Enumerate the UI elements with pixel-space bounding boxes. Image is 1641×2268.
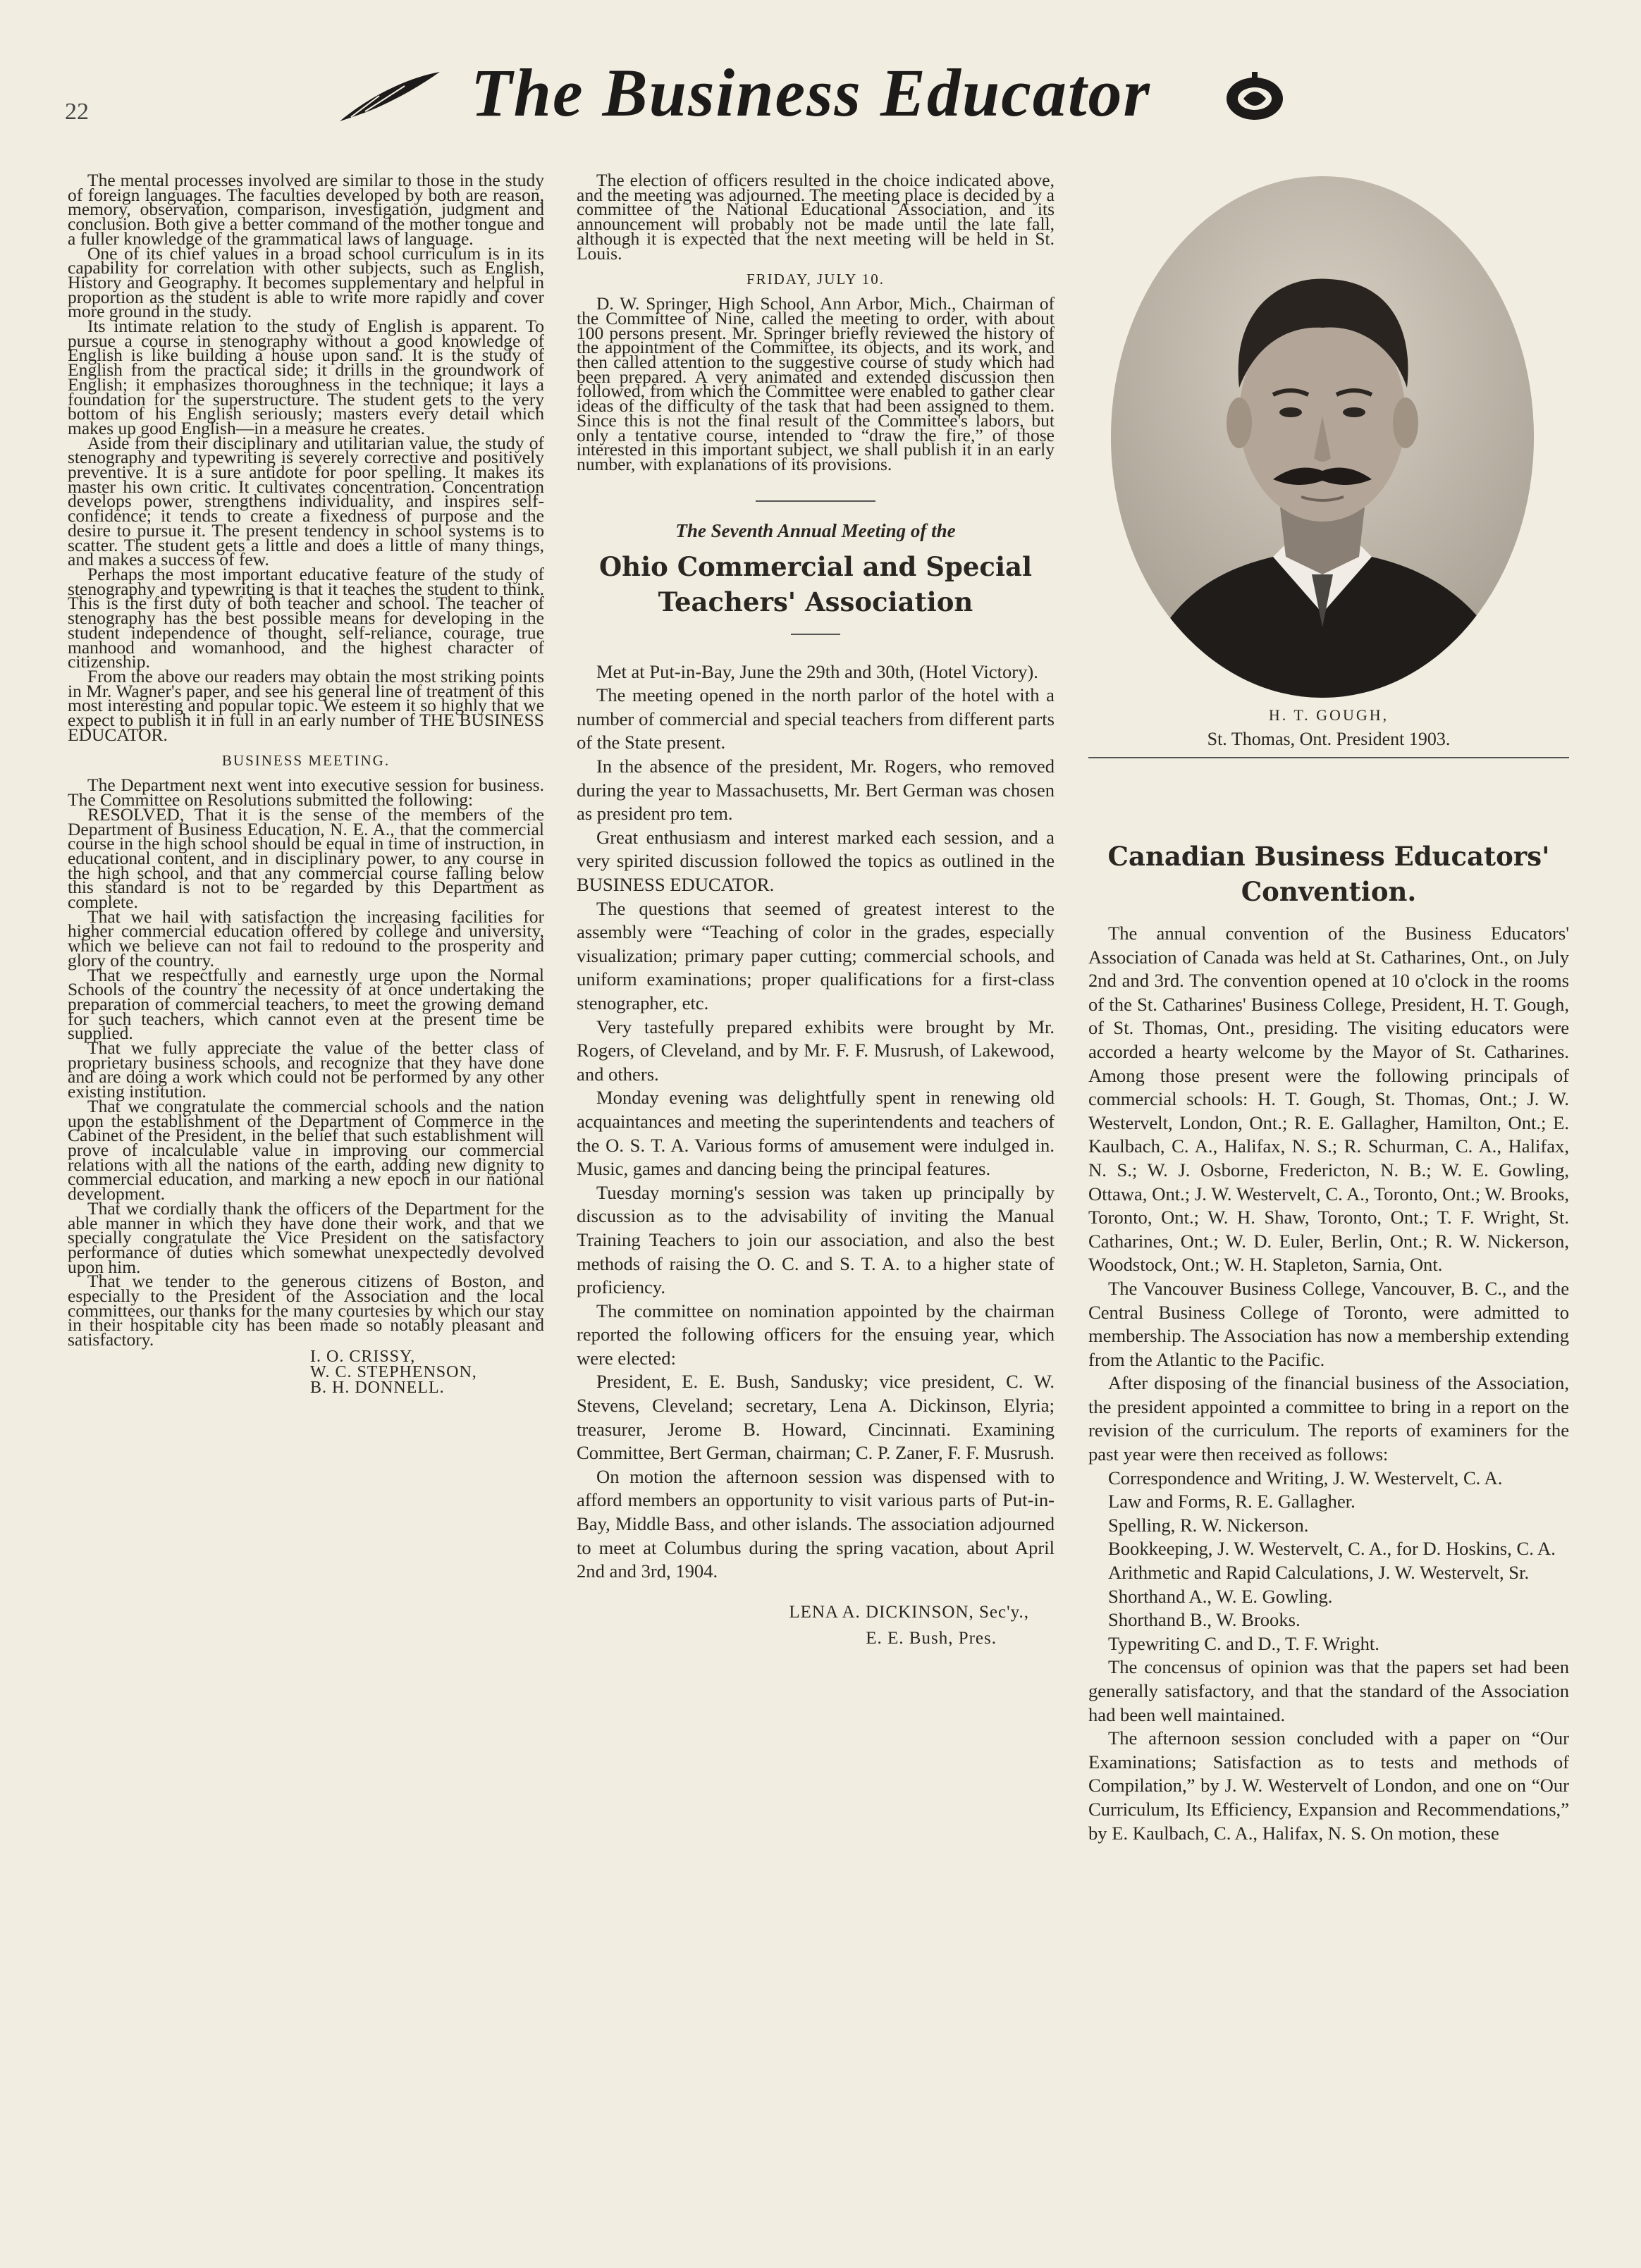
portrait-photo xyxy=(1111,176,1534,698)
portrait-caption-detail: St. Thomas, Ont. President 1903. xyxy=(1207,729,1451,749)
business-meeting-heading: BUSINESS MEETING. xyxy=(221,752,391,770)
signer-name: W. C. STEPHENSON, xyxy=(310,1362,477,1381)
portrait-caption-name: H. T. GOUGH, xyxy=(1268,706,1389,724)
paragraph: President, E. E. Bush, Sandusky; vice president, C. W. Stevens, Cleveland; secretary, Lena A. Dickinson, Elyria; treasurer, Jerome B. Howard, Cincinnati. Examining Committee, Bert German, chairman; C. P. Zaner, F. F. Musrush. xyxy=(577,1371,1055,1464)
paragraph: The annual convention of the Business Educators' Association of Canada was held at St. Catharines, Ont., on July 2nd and 3rd. The convention opened at 10 o'clock in the rooms of the St. Catharines' Business College, President, H. T. Gough, of St. Thomas, Ont., presiding. The visiting educators were accorded a hearty welcome by the Mayor of St. Catharines. Among those present were the following principals of commercial schools: H. T. Gough, St. Thomas, Ont.; J. W. Westervelt, London, Ont.; R. E. Gallagher, Hamilton, Ont.; E. Kaulbach, C. A., Halifax, N. S.; R. Schurman, C. A., Halifax, N. S.; W. J. Osborne, Fredericton, N. B.; W. E. Gowling, Ottawa, Ont.; J. W. Westervelt, C. A., Toronto, Ont.; W. Brooks, Toronto, Ont.; W. H. Shaw, Toronto, Ont.; T. F. Wright, St. Catharines, Ont.; W. D. Euler, Berlin, Ont.; R. W. Nickerson, Woodstock, Ont.; W. H. Stapleton, Sarnia, Ont. xyxy=(1088,923,1569,1276)
column-right xyxy=(1088,839,1569,1845)
masthead-title: The Business Educator xyxy=(471,55,1151,130)
column-middle xyxy=(577,170,1055,1651)
resolution: RESOLVED, That it is the sense of the members of the Department of Business Education, N. E. A., that the commercial course in the high school should be equal in time of instruction, in educational content, and in disciplinary power, to any course in the high school, and that any commercial course falling below this standard is not to be regarded by this Department as complete. xyxy=(68,803,544,913)
paragraph: D. W. Springer, High School, Ann Arbor, Mich., Chairman of the Committee of Nine, called the meeting to order, with about 100 persons present. Mr. Springer briefly reviewed the history of the appointment of the Committee, its objects, and its work, and then called attention to the suggestive course of study which had been prepared. A very animated and extended discussion then followed, from which the Committee were enabled to gather clear ideas of the difficulty of the task that had been assigned to them. Since this is not the final result of the Committee's labors, but only a tentative course, intended to “draw the fire,” of those interested in this important subject, we shall publish it in an early number, with explanations of its provisions. xyxy=(577,293,1055,474)
resolution: That we congratulate the commercial schools and the nation upon the establishment of the Department of Commerce in the Cabinet of the President, in the belief that such establishment will prove of incalculable value in improving our commercial relations with all the nations of the earth, adding new dignity to commercial education, and marking a new epoch in our national development. xyxy=(68,1095,544,1204)
paragraph: From the above our readers may obtain the most striking points in Mr. Wagner's paper, and see his general line of treatment of this most interesting and popular topic. We esteem it so highly that we expect to publish it in full in an early number of THE BUSINESS EDUCATOR. xyxy=(68,665,544,745)
examiner-report: Shorthand B., W. Brooks. xyxy=(1108,1609,1301,1631)
paragraph: The mental processes involved are similar to those in the study of foreign languages. The faculties developed by both are reason, memory, observation, comparison, investigation, judgment and conclusion. Both give a better command of the mother tongue and a fuller knowledge of the grammatical laws of language. xyxy=(68,170,544,249)
signature-block xyxy=(577,1599,1055,1651)
quill-pen-icon xyxy=(337,68,443,125)
paragraph: On motion the afternoon session was dispensed with to afford members an opportunity to visit various parts of Put-in-Bay, Middle Bass, and other islands. The association adjourned to meet at Columbus during the spring vacation, about April 2nd and 3rd, 1904. xyxy=(577,1465,1055,1582)
column-left xyxy=(68,170,544,1397)
divider xyxy=(1088,757,1569,758)
resolution: That we tender to the generous citizens of Boston, and especially to the President of the Association and the local committees, our thanks for the many courtesies by which our stay in their hospitable city has been made so notably pleasant and satisfactory. xyxy=(68,1271,544,1350)
paragraph: After disposing of the financial business of the Association, the president appointed a committee to bring in a report on the revision of the curriculum. The reports of examiners for the past year were then received as follows: xyxy=(1088,1372,1569,1465)
paragraph: One of its chief values in a broad school curriculum is in its capability for correlation with other subjects, such as English, History and Geography. It becomes supplementary and helpful in proportion as the student is able to write more rapidly and cover more ground in the study. xyxy=(68,242,544,322)
paragraph: The meeting opened in the north parlor of the hotel with a number of commercial and special teachers from different parts of the State present. xyxy=(577,684,1055,753)
paragraph: The election of officers resulted in the choice indicated above, and the meeting was adjourned. The meeting place is decided by a committee of the National Educational Association, and its announcement will probably not be made until the late fall, although it is expected that the next meeting will be held in St. Louis. xyxy=(577,170,1055,264)
examiner-report: Typewriting C. and D., T. F. Wright. xyxy=(1108,1632,1379,1654)
friday-heading: FRIDAY, JULY 10. xyxy=(746,271,885,288)
divider xyxy=(756,500,875,502)
examiner-report: Correspondence and Writing, J. W. Westervelt, C. A. xyxy=(1108,1467,1503,1489)
resolution: That we cordially thank the officers of the Department for the able manner in which they have done their work, and that we specially congratulate the Vice President on the satisfactory performance of duties which somewhat unexpectedly devolved upon him. xyxy=(68,1197,544,1277)
examiner-report: Arithmetic and Rapid Calculations, J. W. Westervelt, Sr. xyxy=(1108,1562,1530,1584)
examiner-report: Bookkeeping, J. W. Westervelt, C. A., for D. Hoskins, C. A. xyxy=(1108,1538,1556,1560)
secretary-signature: LENA A. DICKINSON, Sec'y., xyxy=(789,1602,1029,1622)
paragraph: In the absence of the president, Mr. Rogers, who removed during the year to Massachusetts, Mr. Bert German was chosen as president pro tem. xyxy=(577,756,1055,825)
signer-name: B. H. DONNELL. xyxy=(310,1378,445,1397)
examiner-report: Shorthand A., W. E. Gowling. xyxy=(1108,1585,1333,1607)
signer-name: I. O. CRISSY, xyxy=(310,1347,416,1366)
paragraph: Very tastefully prepared exhibits were brought by Mr. Rogers, of Cleveland, and by Mr. F. F. Musrush, of Lakewood, and others. xyxy=(577,1016,1055,1085)
paragraph: Great enthusiasm and interest marked each session, and a very spirited discussion followed the topics as outlined in the BUSINESS EDUCATOR. xyxy=(577,826,1055,895)
paragraph: Tuesday morning's session was taken up principally by discussion as to the advisability of inviting the Manual Training Teachers to join our association, and also the best methods of raising the O. C. and S. T. A. to a higher state of proficiency. xyxy=(577,1181,1055,1298)
examiner-report: Spelling, R. W. Nickerson. xyxy=(1108,1514,1309,1536)
paragraph: The Department next went into executive session for business. The Committee on Resolutions submitted the following: xyxy=(68,775,544,811)
paragraph: The committee on nomination appointed by the chairman reported the following officers for the ensuing year, which were elected: xyxy=(577,1300,1055,1369)
examiner-report: Law and Forms, R. E. Gallagher. xyxy=(1108,1491,1356,1512)
paragraph: The afternoon session concluded with a paper on “Our Examinations; Satisfaction as to tests and methods of Compilation,” by J. W. Westervelt of London, and one on “Our Curriculum, Its Efficiency, Expansion and Recommendations,” by E. Kaulbach, C. A., Halifax, N. S. On motion, these xyxy=(1088,1727,1569,1844)
canadian-heading: Canadian Business Educators' Convention. xyxy=(1107,841,1550,907)
paragraph: The Vancouver Business College, Vancouver, B. C., and the Central Business College of Toronto, were admitted to membership. The Association has now a membership extending from the Atlantic to the Pacific. xyxy=(1088,1277,1569,1370)
paragraph: Met at Put-in-Bay, June the 29th and 30th, (Hotel Victory). xyxy=(596,660,1038,682)
paragraph: Perhaps the most important educative feature of the study of stenography and typewriting is that it teaches the student to think. This is the first duty of both teacher and school. The teacher of stenography has the best possible means for developing in the student independence of thought, self-reliance, courage, true manhood and womanhood, and the highest character of citizenship. xyxy=(68,563,544,672)
paragraph: Its intimate relation to the study of English is apparent. To pursue a course in stenography without a good knowledge of English is like building a house upon sand. It is the study of English from the practical side; it drills in the groundwork of English; it emphasizes thoroughness in the technique; it lays a foundation for the superstructure. The student gets to the very bottom of his English seriously; masters every detail which makes up good English—in a measure he creates. xyxy=(68,316,544,438)
paragraph: The questions that seemed of greatest interest to the assembly were “Teaching of color in the grades, especially visualization; primary paper cutting; commercial schools, and uniform examinations; proper qualifications for a first-class stenographer, etc. xyxy=(577,897,1055,1013)
resolution: That we respectfully and earnestly urge upon the Normal Schools of the country the necessity of at once undertaking the preparation of commercial teachers, to meet the growing demand for such teachers, which cannot even at the present time be supplied. xyxy=(68,964,544,1044)
paragraph: Monday evening was delightfully spent in renewing old acquaintances and meeting the superintendents and teachers of the O. S. T. A. Various forms of amusement were indulged in. Music, games and dancing being the principal features. xyxy=(577,1087,1055,1180)
divider xyxy=(791,634,840,635)
committee-signers xyxy=(68,1349,544,1395)
paragraph: The concensus of opinion was that the papers set had been generally satisfactory, and that the standard of the Association had been well maintained. xyxy=(1088,1656,1569,1725)
emblem-icon xyxy=(1222,70,1287,125)
ohio-subheading: The Seventh Annual Meeting of the xyxy=(675,519,956,541)
page-number: 22 xyxy=(65,99,89,125)
resolution: That we fully appreciate the value of the better class of proprietary business schools, and recognize that they have done and are doing a work which could not be performed by any other existing institution. xyxy=(68,1037,544,1102)
paragraph: Aside from their disciplinary and utilitarian value, the study of stenography and typewriting is severely corrective and positively preventive. It is a sure antidote for poor spelling. It makes its master his own critic. It cultivates concentration. Concentration develops power, strengthens individuality, and inspires self-confidence; it tends to create a fixedness of purpose and the desire to pursue it. The present tendency in school systems is to scatter. The student gets a little and does a little of many things, and makes a success of few. xyxy=(68,432,544,570)
ohio-heading: Ohio Commercial and Special Teachers' Association xyxy=(598,550,1033,617)
president-signature: E. E. Bush, Pres. xyxy=(866,1628,997,1648)
resolution: That we hail with satisfaction the increasing facilities for higher commercial education offered by college and university, which we believe can not fail to redound to the prosperity and glory of the country. xyxy=(68,906,544,970)
